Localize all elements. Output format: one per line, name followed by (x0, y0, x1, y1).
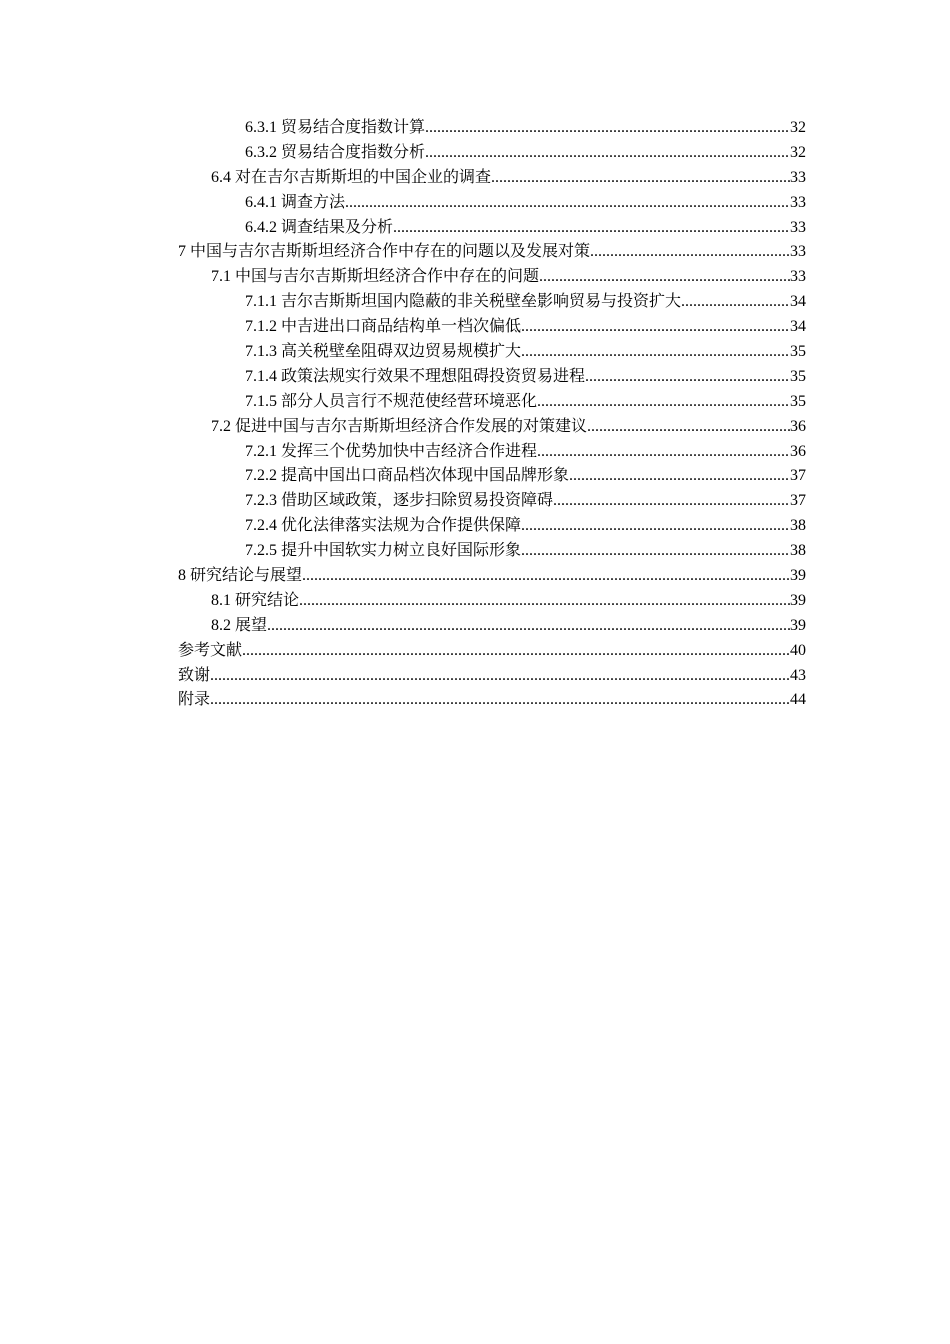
toc-entry-number: 6.4 (211, 168, 231, 186)
toc-entry[interactable] (178, 389, 806, 414)
toc-dot-leader (521, 514, 790, 539)
toc-entry-title: 中国与吉尔吉斯斯坦经济合作中存在的问题 (235, 266, 540, 286)
toc-dot-leader (302, 564, 790, 589)
toc-entry[interactable] (178, 463, 806, 488)
toc-entry-page-number: 38 (790, 542, 806, 560)
toc-dot-leader (537, 440, 790, 465)
toc-entry-title: 发挥三个优势加快中吉经济合作进程 (281, 440, 538, 460)
toc-entry-number: 6.4.1 (245, 193, 277, 211)
toc-dot-leader (491, 166, 790, 191)
toc-entry[interactable] (178, 538, 806, 563)
toc-entry-title: 提高中国出口商品档次体现中国品牌形象 (281, 465, 570, 485)
toc-entry[interactable] (178, 613, 806, 638)
toc-entry[interactable] (178, 488, 806, 513)
toc-entry-number: 7.2.1 (245, 442, 277, 460)
toc-entry[interactable] (178, 239, 806, 264)
toc-entry-page-number: 37 (790, 492, 806, 510)
toc-entry[interactable] (178, 140, 806, 165)
toc-entry-title: 中吉进出口商品结构单一档次偏低 (281, 316, 522, 336)
toc-dot-leader (553, 489, 790, 514)
toc-entry-page-number: 38 (790, 517, 806, 535)
toc-entry[interactable] (178, 215, 806, 240)
toc-dot-leader (585, 365, 790, 390)
toc-entry-number: 6.3.1 (245, 119, 277, 136)
toc-entry[interactable] (178, 165, 806, 190)
toc-entry-title: 借助区域政策，逐步扫除贸易投资障碍 (281, 490, 554, 510)
toc-entry-page-number: 43 (790, 666, 806, 684)
toc-entry-number: 7.1.4 (245, 367, 277, 385)
toc-entry[interactable] (178, 364, 806, 389)
toc-entry[interactable] (178, 264, 806, 289)
toc-entry-title: 调查结果及分析 (281, 216, 394, 236)
toc-entry[interactable] (178, 687, 806, 712)
toc-entry-page-number: 33 (790, 193, 806, 211)
toc-entry-title: 调查方法 (281, 191, 346, 211)
toc-entry-number: 8.2 (211, 616, 231, 634)
toc-entry-title: 中国与吉尔吉斯斯坦经济合作中存在的问题以及发展对策 (190, 241, 591, 261)
toc-entry[interactable] (178, 314, 806, 339)
toc-entry-page-number: 33 (790, 168, 806, 186)
toc-dot-leader (267, 614, 790, 639)
toc-dot-leader (425, 116, 790, 141)
toc-dot-leader (537, 390, 790, 415)
toc-entry-number: 8.1 (211, 591, 231, 609)
toc-entry-page-number: 32 (790, 143, 806, 161)
toc-entry-number: 7.2.4 (245, 517, 277, 535)
toc-entry-page-number: 35 (790, 367, 806, 385)
toc-entry-title: 提升中国软实力树立良好国际形象 (281, 540, 522, 560)
toc-dot-leader (521, 315, 790, 340)
toc-entry-number: 7.1 (211, 268, 231, 286)
toc-entry-page-number: 33 (790, 243, 806, 261)
toc-entry-number: 7 (178, 243, 186, 261)
toc-entry-title: 政策法规实行效果不理想阻碍投资贸易进程 (281, 365, 586, 385)
toc-entry-page-number: 44 (790, 691, 806, 709)
toc-entry-number: 6.3.2 (245, 143, 277, 161)
toc-entry[interactable] (178, 190, 806, 215)
toc-entry-title: 参考文献 (178, 639, 243, 659)
toc-dot-leader (425, 141, 790, 166)
toc-entry-page-number: 39 (790, 616, 806, 634)
toc-entry[interactable] (178, 339, 806, 364)
toc-entry-title: 致谢 (178, 664, 211, 684)
toc-entry-page-number: 37 (790, 467, 806, 485)
toc-dot-leader (681, 290, 790, 315)
toc-entry-number: 7.2 (211, 417, 231, 435)
toc-dot-leader (521, 539, 790, 564)
toc-entry-number: 7.2.2 (245, 467, 277, 485)
toc-dot-leader (587, 415, 790, 440)
toc-entry-title: 部分人员言行不规范使经营环境恶化 (281, 390, 538, 410)
toc-dot-leader (242, 639, 790, 664)
toc-entry[interactable] (178, 414, 806, 439)
table-of-contents (178, 115, 806, 712)
toc-entry[interactable] (178, 588, 806, 613)
toc-entry-page-number: 35 (790, 343, 806, 361)
toc-entry-title: 研究结论与展望 (190, 565, 303, 585)
toc-dot-leader (210, 688, 790, 713)
toc-dot-leader (521, 340, 790, 365)
toc-entry[interactable] (178, 663, 806, 688)
toc-entry-number: 7.1.3 (245, 343, 277, 361)
toc-entry[interactable] (178, 513, 806, 538)
toc-entry-page-number: 39 (790, 567, 806, 585)
toc-entry-title: 优化法律落实法规为合作提供保障 (281, 515, 522, 535)
toc-entry-title: 贸易结合度指数分析 (281, 141, 426, 161)
toc-entry-number: 8 (178, 567, 186, 585)
toc-dot-leader (539, 265, 790, 290)
toc-dot-leader (210, 664, 790, 689)
toc-entry-title: 吉尔吉斯斯坦国内隐蔽的非关税壁垒影响贸易与投资扩大 (281, 291, 682, 311)
toc-dot-leader (299, 589, 790, 614)
toc-entry-page-number: 34 (790, 293, 806, 311)
toc-entry[interactable] (178, 638, 806, 663)
toc-dot-leader (345, 191, 790, 216)
toc-entry-number: 7.1.2 (245, 318, 277, 336)
toc-entry[interactable] (178, 289, 806, 314)
toc-entry-page-number: 35 (790, 392, 806, 410)
toc-entry-number: 6.4.2 (245, 218, 277, 236)
toc-entry-number: 7.2.3 (245, 492, 277, 510)
toc-entry-page-number: 33 (790, 218, 806, 236)
toc-entry-page-number: 39 (790, 591, 806, 609)
toc-entry-page-number: 32 (790, 119, 806, 136)
toc-entry[interactable] (178, 563, 806, 588)
toc-entry-title: 高关税壁垒阻碍双边贸易规模扩大 (281, 341, 522, 361)
toc-dot-leader (393, 216, 790, 241)
toc-entry-title: 展望 (235, 614, 268, 634)
toc-entry-page-number: 36 (790, 417, 806, 435)
toc-entry-number: 7.1.1 (245, 293, 277, 311)
toc-entry-title: 促进中国与吉尔吉斯斯坦经济合作发展的对策建议 (235, 415, 588, 435)
toc-entry-page-number: 40 (790, 641, 806, 659)
toc-entry-title: 附录 (178, 689, 211, 709)
toc-entry-page-number: 33 (790, 268, 806, 286)
toc-entry-title: 贸易结合度指数计算 (281, 117, 426, 136)
toc-dot-leader (569, 464, 790, 489)
toc-entry-number: 7.2.5 (245, 542, 277, 560)
toc-entry-number: 7.1.5 (245, 392, 277, 410)
toc-entry-title: 研究结论 (235, 589, 300, 609)
toc-entry-page-number: 36 (790, 442, 806, 460)
toc-entry-page-number: 34 (790, 318, 806, 336)
toc-entry-title: 对在吉尔吉斯斯坦的中国企业的调查 (235, 166, 492, 186)
toc-entry[interactable] (178, 115, 806, 140)
toc-entry[interactable] (178, 439, 806, 464)
toc-dot-leader (590, 240, 790, 265)
